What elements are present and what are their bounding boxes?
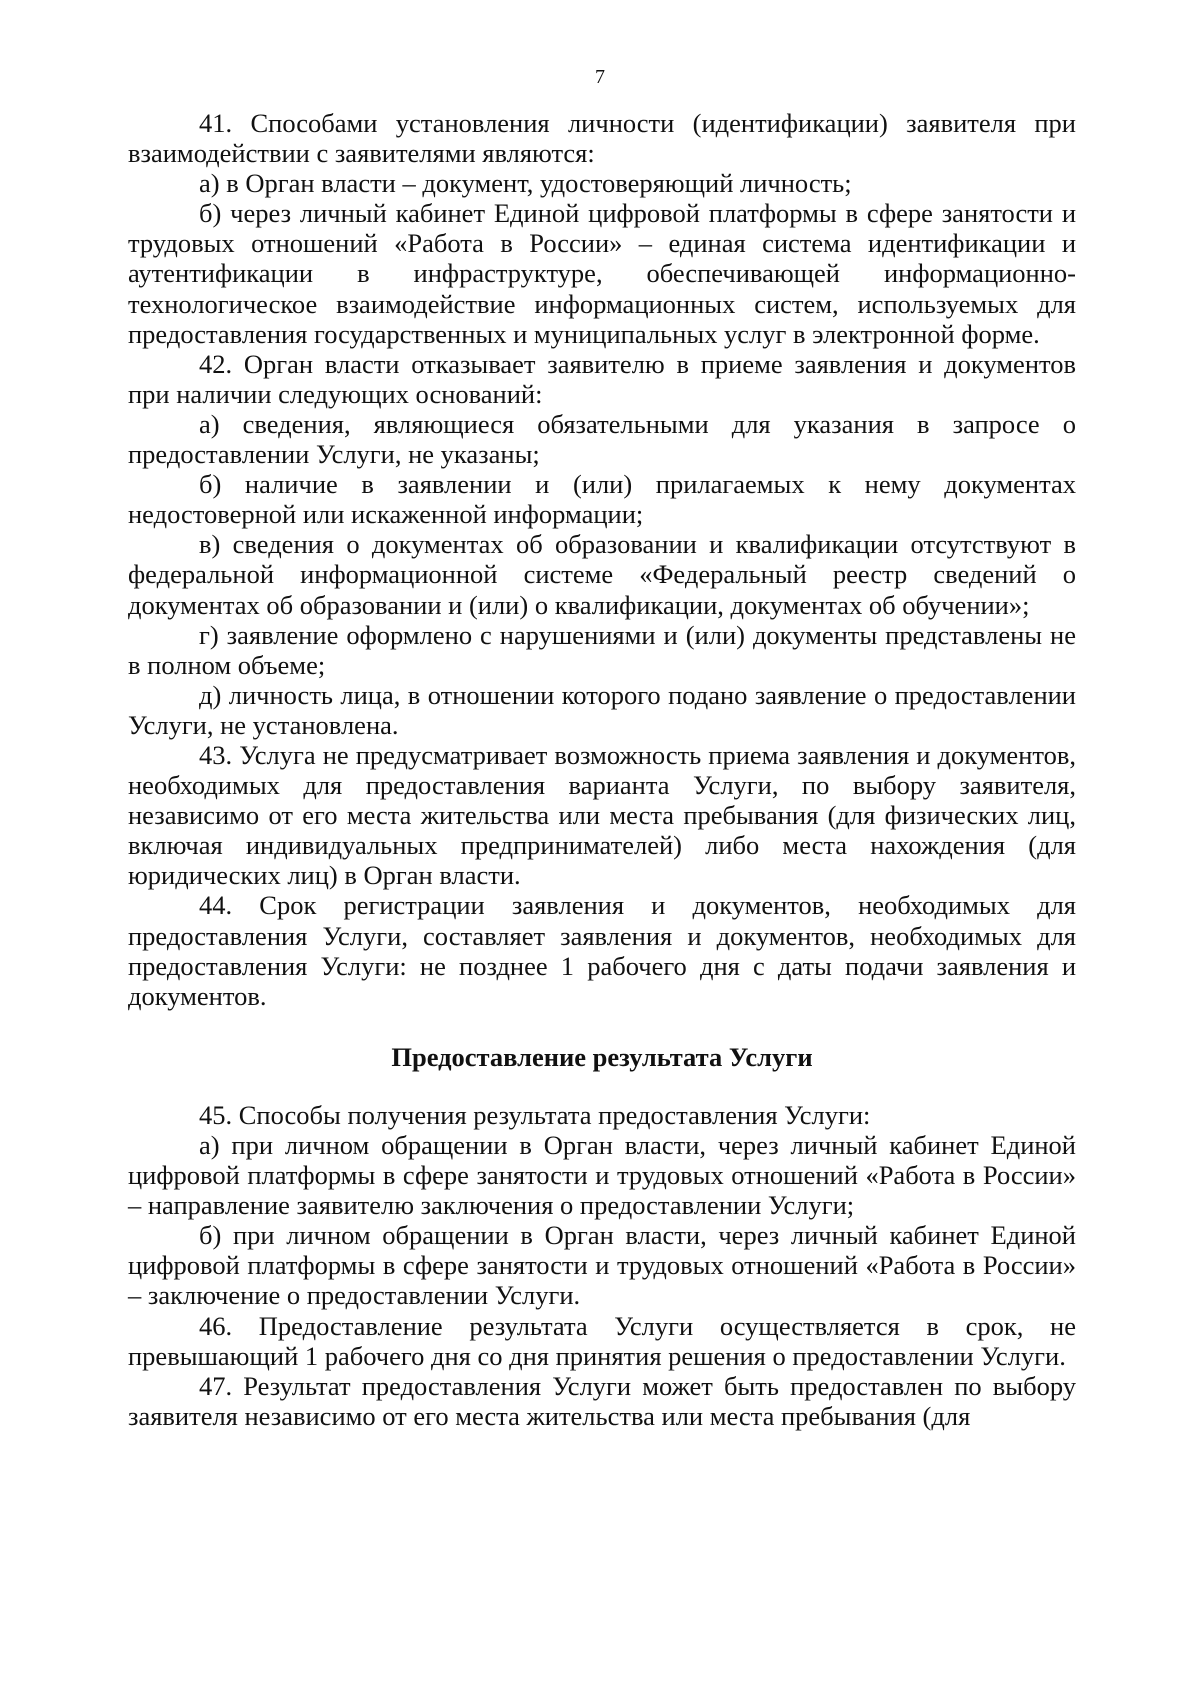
page-number: 7 xyxy=(595,66,605,88)
paragraph-41-b: б) через личный кабинет Единой цифровой платформы в сфере занятости и трудовых отношений «Работа в России» – единая система идентификации и аутентификации в инфраструктуре, обеспечивающей информационно-технологическое взаимодействие информационных систем, используемых для предоставления государственных и муниципальных услуг в электронной форме. xyxy=(128,198,1076,349)
paragraph-47: 47. Результат предоставления Услуги может быть предоставлен по выбору заявителя независимо от его места жительства или места пребывания (для xyxy=(128,1370,1076,1431)
paragraph-42-d: д) личность лица, в отношении которого подано заявление о предоставлении Услуги, не установлена. xyxy=(128,679,1076,740)
section-heading: Предоставление результата Услуги xyxy=(391,1041,813,1072)
paragraph-42: 42. Орган власти отказывает заявителю в приеме заявления и документов при наличии следующих оснований: xyxy=(128,348,1076,409)
paragraph-43: 43. Услуга не предусматривает возможность приема заявления и документов, необходимых для предоставления варианта Услуги, по выбору заявителя, независимо от его места жительства или места пребывания (для физических лиц, включая индивидуальных предпринимателей) либо места нахождения (для юридических лиц) в Орган власти. xyxy=(128,739,1076,891)
paragraph-46: 46. Предоставление результата Услуги осуществляется в срок, не превышающий 1 рабочего дня со дня принятия решения о предоставлении Услуги. xyxy=(128,1310,1076,1371)
paragraph-45-b: б) при личном обращении в Орган власти, через личный кабинет Единой цифровой платформы в сфере занятости и трудовых отношений «Работа в России» – заключение о предоставлении Услуги. xyxy=(128,1220,1076,1311)
paragraph-44: 44. Срок регистрации заявления и документов, необходимых для предоставления Услуги, составляет заявления и документов, необходимых для предоставления Услуги: не позднее 1 рабочего дня с даты подачи заявления и документов. xyxy=(128,890,1076,1011)
paragraph-42-a: а) сведения, являющиеся обязательными для указания в запросе о предоставлении Услуги, не указаны; xyxy=(128,408,1076,470)
document-body xyxy=(128,108,1076,1431)
paragraph-41-a: а) в Орган власти – документ, удостоверяющий личность; xyxy=(199,168,852,199)
paragraph-45-a: а) при личном обращении в Орган власти, через личный кабинет Единой цифровой платформы в сфере занятости и трудовых отношений «Работа в России» – направление заявителю заключения о предоставлении Услуги; xyxy=(128,1130,1076,1221)
paragraph-42-g: г) заявление оформлено с нарушениями и (или) документы представлены не в полном объеме; xyxy=(128,619,1076,680)
paragraph-41: 41. Способами установления личности (идентификации) заявителя при взаимодействии с заявителями являются: xyxy=(128,108,1076,169)
paragraph-45: 45. Способы получения результата предоставления Услуги: xyxy=(199,1099,871,1130)
paragraph-42-b: б) наличие в заявлении и (или) прилагаемых к нему документах недостоверной или искаженной информации; xyxy=(128,469,1076,530)
paragraph-42-v: в) сведения о документах об образовании и квалификации отсутствуют в федеральной информационной системе «Федеральный реестр сведений о документах об образовании и (или) о квалификации, документах об обучении»; xyxy=(128,529,1076,620)
